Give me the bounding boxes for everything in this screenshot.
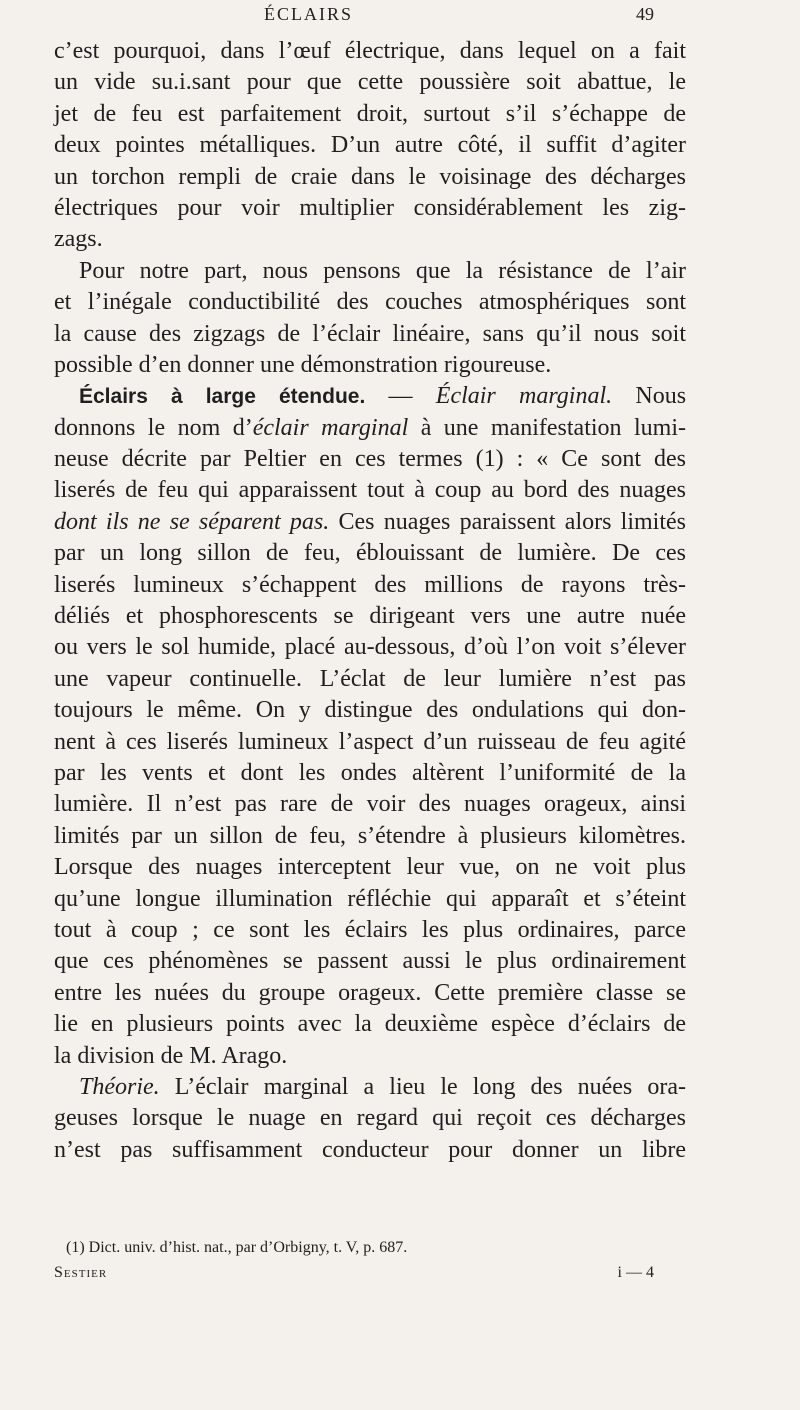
text-line: liserés de feu qui apparaissent tout à coup au bord des nuages xyxy=(54,477,686,504)
text-line: déliés et phosphorescents se dirigeant vers une autre nuée xyxy=(54,603,686,630)
text-fragment: à une manifestation lumi- xyxy=(420,414,686,441)
text-line: neuse décrite par Peltier en ces termes (1) : « Ce sont des xyxy=(54,446,686,473)
footnote: (1) Dict. univ. d’hist. nat., par d’Orbigny, t. V, p. 687. xyxy=(66,1239,408,1256)
text-line: geuses lorsque le nuage en regard qui reçoit ces décharges xyxy=(54,1105,686,1132)
text-line: toujours le même. On y distingue des ondulations qui don- xyxy=(54,697,686,724)
text-line-with-italic xyxy=(54,507,686,538)
text-line: lumière. Il n’est pas rare de voir des nuages orageux, ainsi xyxy=(54,791,686,818)
text-line: un torchon rempli de craie dans le voisinage des décharges xyxy=(54,163,686,190)
text-line: c’est pourquoi, dans l’œuf électrique, dans lequel on a fait xyxy=(54,38,686,64)
text-line: liserés lumineux s’échappent des millions de rayons très- xyxy=(54,571,686,598)
section-subtitle: Éclair marginal. xyxy=(435,383,613,410)
text-line: possible d’en donner une démonstration rigoureuse. xyxy=(54,351,552,378)
text-line-with-term xyxy=(54,413,686,444)
text-line: limités par un sillon de feu, s’étendre à plusieurs kilomètres. xyxy=(54,822,686,849)
text-line: jet de feu est parfaitement droit, surtout s’il s’échappe de xyxy=(54,100,686,127)
section-title: Éclairs à large étendue. xyxy=(79,385,366,409)
text-line: Nous xyxy=(635,383,687,410)
section-heading-line xyxy=(54,381,686,412)
text-line: tout à coup ; ce sont les éclairs les plus ordinaires, parce xyxy=(54,916,686,943)
text-line: par les vents et dont les ondes altèrent l’uniformité de la xyxy=(54,759,686,786)
text-line: deux pointes métalliques. D’un autre côté, il suffit d’agiter xyxy=(54,132,686,159)
text-line: que ces phénomènes se passent aussi le plus ordinairement xyxy=(54,948,686,975)
text-line: une vapeur continuelle. L’éclat de leur lumière n’est pas xyxy=(54,665,686,692)
theory-label: Théorie. xyxy=(79,1073,160,1100)
italic-term: éclair marginal xyxy=(252,414,409,441)
text-line: et l’inégale conductibilité des couches atmosphériques sont xyxy=(54,289,686,316)
italic-phrase: dont ils ne se séparent pas. xyxy=(54,508,330,535)
main-text xyxy=(54,36,686,1166)
text-fragment: L’éclair marginal a lieu le long des nuées ora- xyxy=(174,1073,686,1100)
text-line: Lorsque des nuages interceptent leur vue, on ne voit plus xyxy=(54,854,686,881)
text-line: zags. xyxy=(54,226,103,253)
text-line: lie en plusieurs points avec la deuxième espèce d’éclairs de xyxy=(54,1011,686,1038)
text-line: ou vers le sol humide, placé au-dessous, d’où l’on voit s’élever xyxy=(54,634,686,661)
sheet-number: i — 4 xyxy=(617,1264,654,1281)
running-title: ÉCLAIRS xyxy=(264,4,354,24)
text-line: par un long sillon de feu, éblouissant de lumière. De ces xyxy=(54,540,686,567)
text-line: électriques pour voir multiplier considérablement les zig- xyxy=(54,194,686,221)
text-line: n’est pas suffisamment conducteur pour donner un libre xyxy=(54,1136,686,1163)
signature-mark: Sestier xyxy=(54,1264,108,1281)
text-line: la cause des zigzags de l’éclair linéaire, sans qu’il nous soit xyxy=(54,320,686,347)
text-line: Pour notre part, nous pensons que la résistance de l’air xyxy=(79,257,686,284)
text-line-with-label xyxy=(54,1072,686,1103)
text-line: nent à ces liserés lumineux l’aspect d’un ruisseau de feu agité xyxy=(54,728,686,755)
page-number: 49 xyxy=(636,4,654,24)
section-dash: — xyxy=(365,383,436,410)
text-fragment: Ces nuages paraissent alors limités xyxy=(338,508,687,535)
text-line: la division de M. Arago. xyxy=(54,1042,288,1069)
running-head xyxy=(54,4,654,36)
text-line: qu’une longue illumination réfléchie qui apparaît et s’éteint xyxy=(54,885,686,912)
text-fragment: donnons le nom d’ xyxy=(54,414,253,441)
text-line: un vide su.i.sant pour que cette poussière soit abattue, le xyxy=(54,69,686,96)
text-line: entre les nuées du groupe orageux. Cette première classe se xyxy=(54,979,686,1006)
